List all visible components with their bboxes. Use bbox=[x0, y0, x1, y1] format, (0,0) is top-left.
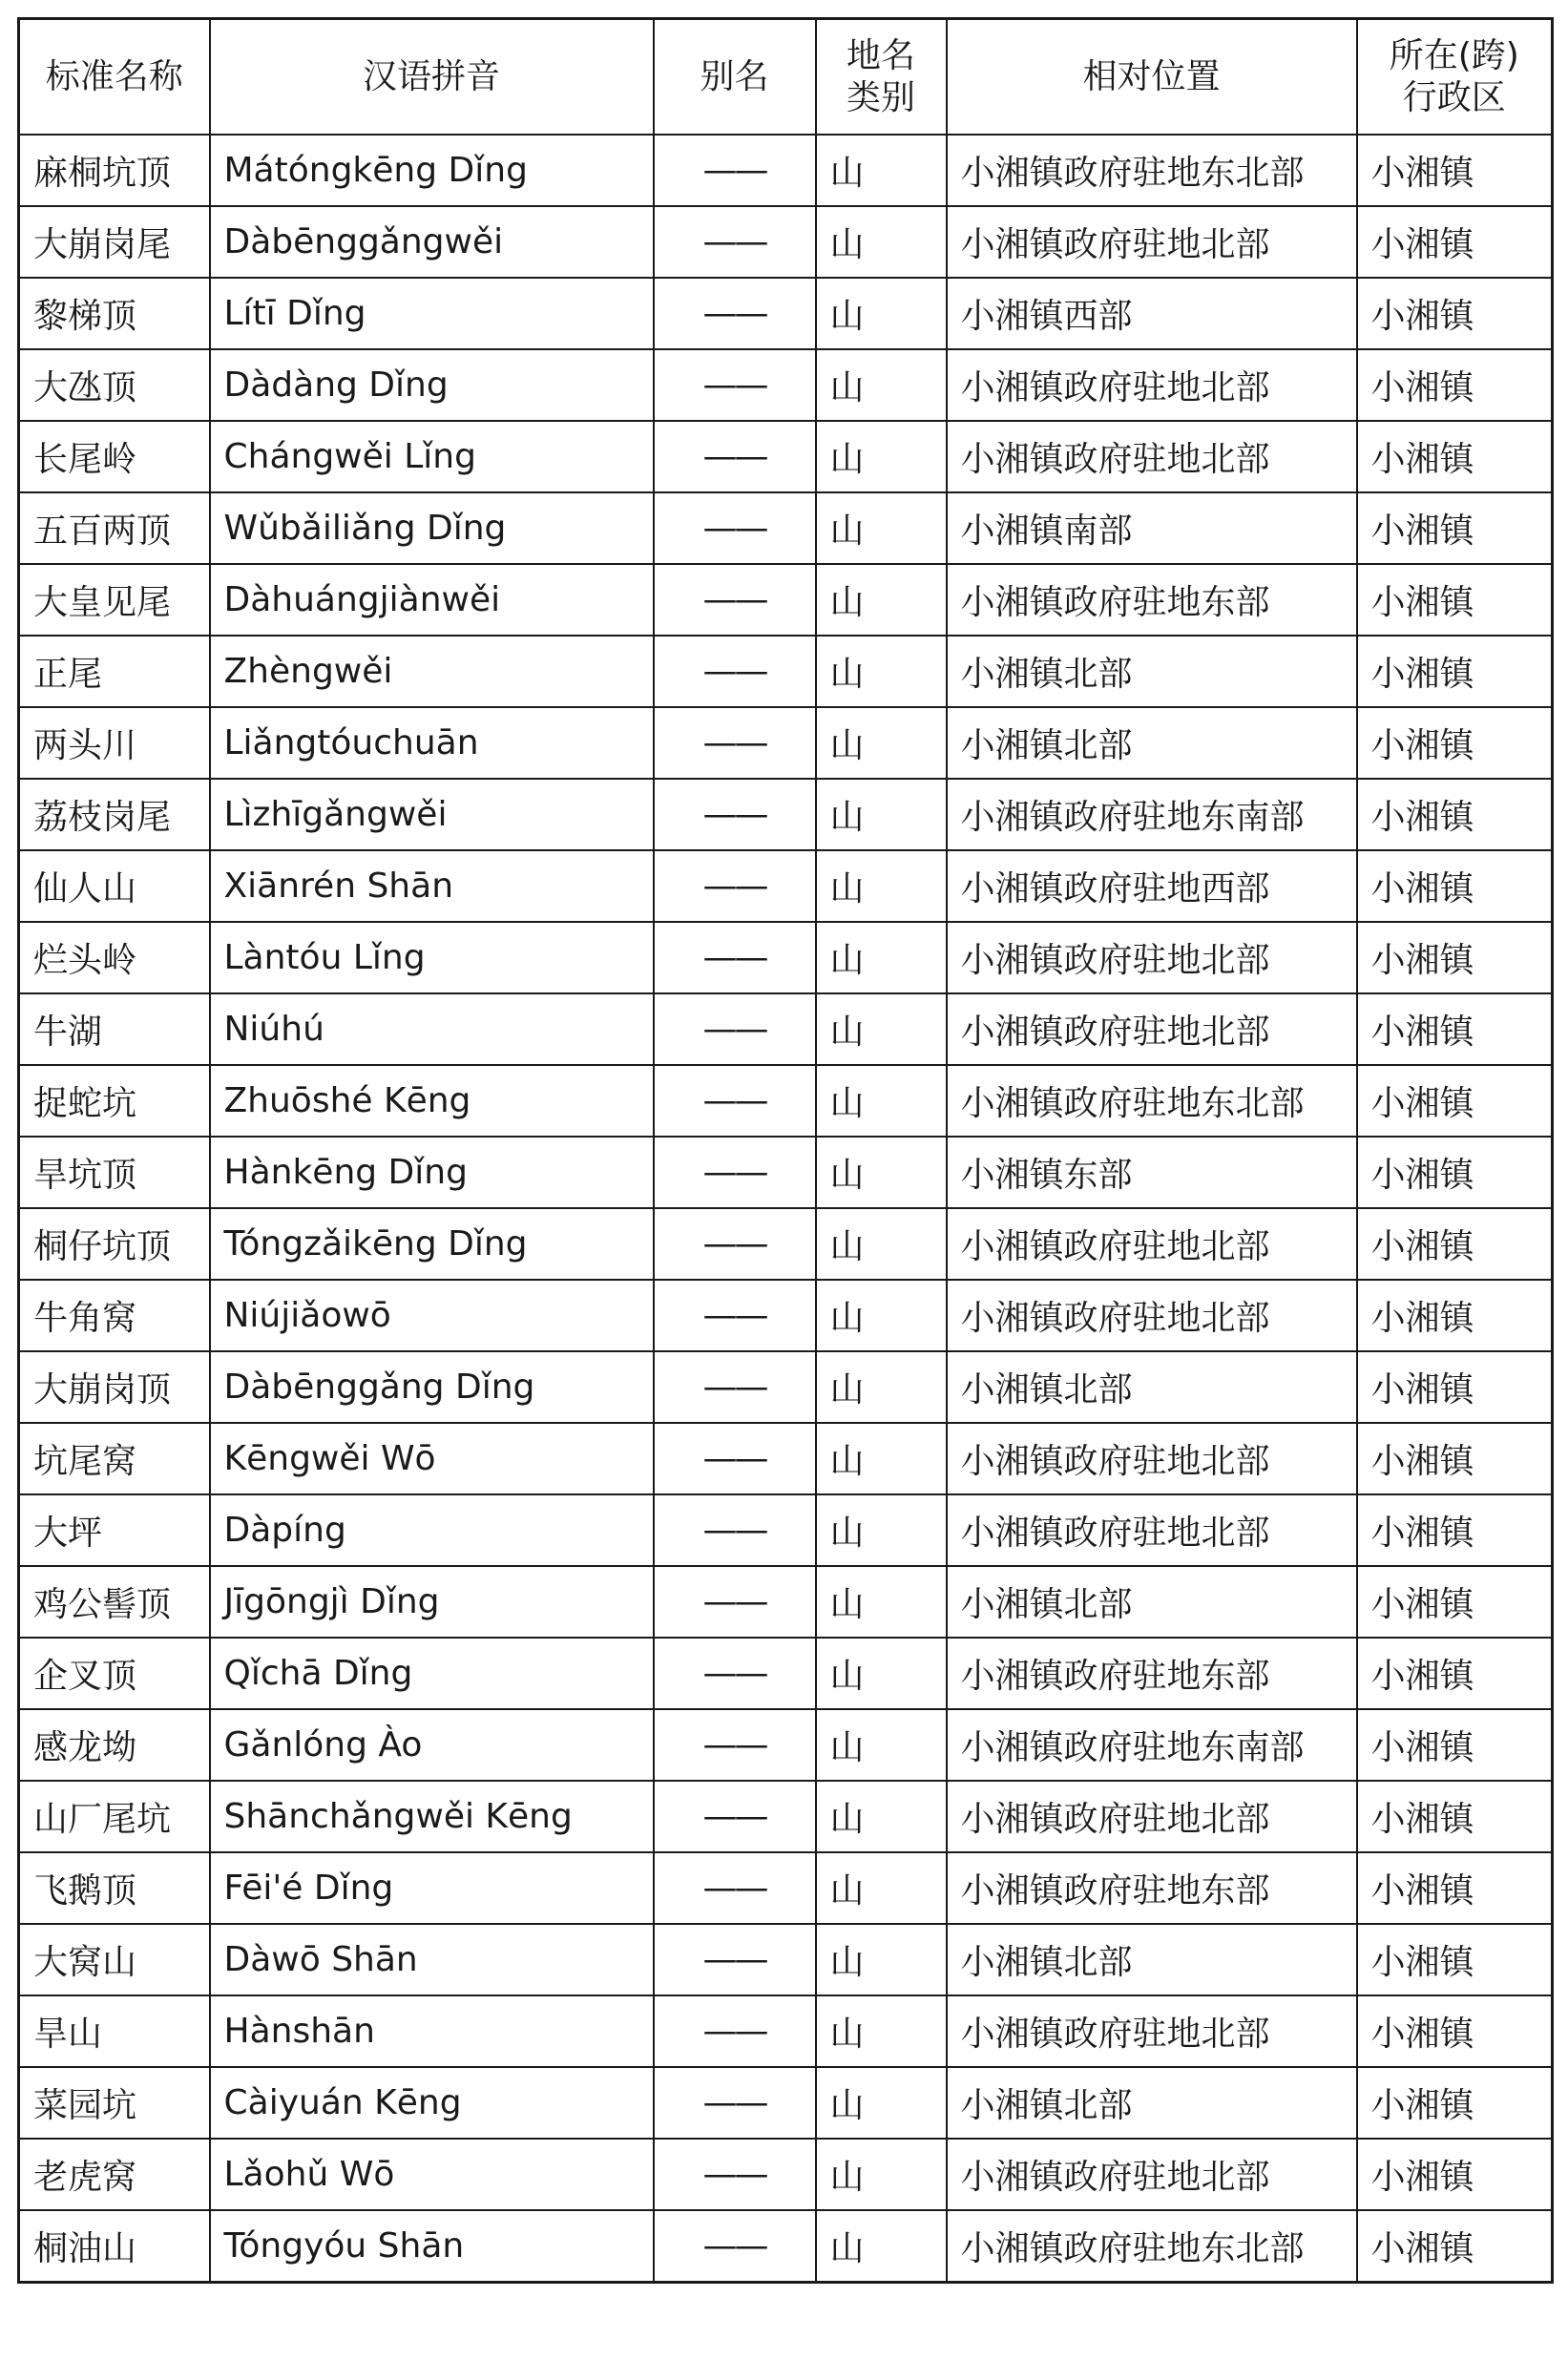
cell-relative-position: 小湘镇北部 bbox=[947, 1924, 1357, 1995]
cell-relative-position: 小湘镇北部 bbox=[947, 1566, 1357, 1638]
cell-pinyin: Qǐchā Dǐng bbox=[210, 1638, 654, 1709]
cell-admin-area: 小湘镇 bbox=[1357, 1208, 1553, 1280]
cell-alias: —— bbox=[654, 1852, 816, 1924]
cell-admin-area: 小湘镇 bbox=[1357, 850, 1553, 922]
cell-category: 山 bbox=[816, 1280, 947, 1351]
cell-relative-position: 小湘镇政府驻地东北部 bbox=[947, 2210, 1357, 2283]
cell-standard-name: 荔枝岗尾 bbox=[19, 779, 210, 850]
cell-category: 山 bbox=[816, 492, 947, 564]
cell-relative-position: 小湘镇政府驻地北部 bbox=[947, 1423, 1357, 1494]
cell-pinyin: Kēngwěi Wō bbox=[210, 1423, 654, 1494]
table-row bbox=[19, 278, 1553, 349]
cell-standard-name: 仙人山 bbox=[19, 850, 210, 922]
table-row bbox=[19, 1137, 1553, 1208]
cell-alias: —— bbox=[654, 922, 816, 993]
cell-category: 山 bbox=[816, 1781, 947, 1852]
cell-relative-position: 小湘镇政府驻地北部 bbox=[947, 993, 1357, 1065]
table-row bbox=[19, 1709, 1553, 1781]
cell-category: 山 bbox=[816, 1208, 947, 1280]
cell-category: 山 bbox=[816, 779, 947, 850]
cell-pinyin: Xiānrén Shān bbox=[210, 850, 654, 922]
cell-category: 山 bbox=[816, 421, 947, 492]
table-row bbox=[19, 779, 1553, 850]
cell-pinyin: Fēi'é Dǐng bbox=[210, 1852, 654, 1924]
cell-standard-name: 菜园坑 bbox=[19, 2067, 210, 2139]
cell-category: 山 bbox=[816, 707, 947, 779]
cell-category: 山 bbox=[816, 278, 947, 349]
table-row bbox=[19, 421, 1553, 492]
cell-pinyin: Zhèngwěi bbox=[210, 636, 654, 707]
cell-alias: —— bbox=[654, 779, 816, 850]
cell-standard-name: 烂头岭 bbox=[19, 922, 210, 993]
cell-alias: —— bbox=[654, 993, 816, 1065]
cell-alias: —— bbox=[654, 1924, 816, 1995]
cell-alias: —— bbox=[654, 1566, 816, 1638]
cell-category: 山 bbox=[816, 993, 947, 1065]
cell-alias: —— bbox=[654, 1494, 816, 1566]
cell-pinyin: Càiyuán Kēng bbox=[210, 2067, 654, 2139]
cell-category: 山 bbox=[816, 1924, 947, 1995]
cell-pinyin: Dàdàng Dǐng bbox=[210, 349, 654, 421]
cell-relative-position: 小湘镇政府驻地东北部 bbox=[947, 135, 1357, 206]
table-row bbox=[19, 1566, 1553, 1638]
cell-alias: —— bbox=[654, 1208, 816, 1280]
table-row bbox=[19, 2210, 1553, 2283]
table-row bbox=[19, 564, 1553, 636]
cell-relative-position: 小湘镇政府驻地北部 bbox=[947, 421, 1357, 492]
cell-category: 山 bbox=[816, 1709, 947, 1781]
cell-admin-area: 小湘镇 bbox=[1357, 349, 1553, 421]
cell-admin-area: 小湘镇 bbox=[1357, 278, 1553, 349]
cell-relative-position: 小湘镇政府驻地北部 bbox=[947, 349, 1357, 421]
cell-standard-name: 飞鹅顶 bbox=[19, 1852, 210, 1924]
cell-relative-position: 小湘镇北部 bbox=[947, 2067, 1357, 2139]
cell-standard-name: 坑尾窝 bbox=[19, 1423, 210, 1494]
cell-alias: —— bbox=[654, 564, 816, 636]
cell-alias: —— bbox=[654, 1280, 816, 1351]
cell-alias: —— bbox=[654, 1351, 816, 1423]
cell-relative-position: 小湘镇北部 bbox=[947, 707, 1357, 779]
header-admin-area bbox=[1357, 19, 1553, 136]
table-row bbox=[19, 1065, 1553, 1137]
cell-admin-area: 小湘镇 bbox=[1357, 564, 1553, 636]
cell-relative-position: 小湘镇政府驻地东北部 bbox=[947, 1065, 1357, 1137]
cell-category: 山 bbox=[816, 1137, 947, 1208]
cell-admin-area: 小湘镇 bbox=[1357, 636, 1553, 707]
cell-relative-position: 小湘镇政府驻地东南部 bbox=[947, 779, 1357, 850]
cell-admin-area: 小湘镇 bbox=[1357, 1065, 1553, 1137]
cell-admin-area: 小湘镇 bbox=[1357, 421, 1553, 492]
cell-pinyin: Hànkēng Dǐng bbox=[210, 1137, 654, 1208]
cell-relative-position: 小湘镇政府驻地东部 bbox=[947, 1852, 1357, 1924]
cell-category: 山 bbox=[816, 1995, 947, 2067]
header-pinyin: 汉语拼音 bbox=[210, 19, 654, 136]
cell-standard-name: 大皇见尾 bbox=[19, 564, 210, 636]
cell-relative-position: 小湘镇南部 bbox=[947, 492, 1357, 564]
cell-admin-area: 小湘镇 bbox=[1357, 1566, 1553, 1638]
cell-standard-name: 老虎窝 bbox=[19, 2139, 210, 2210]
cell-pinyin: Tóngzǎikēng Dǐng bbox=[210, 1208, 654, 1280]
cell-relative-position: 小湘镇政府驻地北部 bbox=[947, 2139, 1357, 2210]
place-name-table-page bbox=[17, 17, 1551, 2284]
table-row bbox=[19, 2067, 1553, 2139]
cell-standard-name: 桐油山 bbox=[19, 2210, 210, 2283]
cell-standard-name: 大窝山 bbox=[19, 1924, 210, 1995]
header-category-line2: 类别 bbox=[846, 77, 915, 117]
cell-pinyin: Jīgōngjì Dǐng bbox=[210, 1566, 654, 1638]
cell-alias: —— bbox=[654, 492, 816, 564]
cell-alias: —— bbox=[654, 421, 816, 492]
cell-category: 山 bbox=[816, 1423, 947, 1494]
cell-pinyin: Shānchǎngwěi Kēng bbox=[210, 1781, 654, 1852]
cell-pinyin: Lìzhīgǎngwěi bbox=[210, 779, 654, 850]
cell-standard-name: 牛湖 bbox=[19, 993, 210, 1065]
cell-alias: —— bbox=[654, 1638, 816, 1709]
cell-admin-area: 小湘镇 bbox=[1357, 1852, 1553, 1924]
table-row bbox=[19, 850, 1553, 922]
cell-standard-name: 大崩岗尾 bbox=[19, 206, 210, 278]
cell-relative-position: 小湘镇政府驻地东南部 bbox=[947, 1709, 1357, 1781]
cell-alias: —— bbox=[654, 2139, 816, 2210]
header-admin-line1: 所在(跨) bbox=[1389, 35, 1519, 75]
cell-admin-area: 小湘镇 bbox=[1357, 2210, 1553, 2283]
cell-pinyin: Wǔbǎiliǎng Dǐng bbox=[210, 492, 654, 564]
cell-relative-position: 小湘镇东部 bbox=[947, 1137, 1357, 1208]
place-name-table bbox=[17, 17, 1554, 2284]
table-row bbox=[19, 993, 1553, 1065]
cell-alias: —— bbox=[654, 2067, 816, 2139]
cell-alias: —— bbox=[654, 278, 816, 349]
cell-pinyin: Mátóngkēng Dǐng bbox=[210, 135, 654, 206]
cell-standard-name: 旱山 bbox=[19, 1995, 210, 2067]
cell-admin-area: 小湘镇 bbox=[1357, 707, 1553, 779]
cell-standard-name: 旱坑顶 bbox=[19, 1137, 210, 1208]
cell-alias: —— bbox=[654, 2210, 816, 2283]
cell-pinyin: Zhuōshé Kēng bbox=[210, 1065, 654, 1137]
cell-admin-area: 小湘镇 bbox=[1357, 1781, 1553, 1852]
cell-admin-area: 小湘镇 bbox=[1357, 779, 1553, 850]
table-row bbox=[19, 492, 1553, 564]
cell-pinyin: Liǎngtóuchuān bbox=[210, 707, 654, 779]
cell-pinyin: Niújiǎowō bbox=[210, 1280, 654, 1351]
cell-category: 山 bbox=[816, 2067, 947, 2139]
cell-pinyin: Dàbēnggǎng Dǐng bbox=[210, 1351, 654, 1423]
cell-standard-name: 大崩岗顶 bbox=[19, 1351, 210, 1423]
cell-pinyin: Tóngyóu Shān bbox=[210, 2210, 654, 2283]
cell-relative-position: 小湘镇政府驻地北部 bbox=[947, 1280, 1357, 1351]
cell-admin-area: 小湘镇 bbox=[1357, 1494, 1553, 1566]
table-row bbox=[19, 1280, 1553, 1351]
header-admin-line2: 行政区 bbox=[1402, 77, 1506, 117]
cell-relative-position: 小湘镇北部 bbox=[947, 1351, 1357, 1423]
cell-relative-position: 小湘镇西部 bbox=[947, 278, 1357, 349]
cell-standard-name: 感龙坳 bbox=[19, 1709, 210, 1781]
cell-standard-name: 黎梯顶 bbox=[19, 278, 210, 349]
cell-category: 山 bbox=[816, 564, 947, 636]
table-row bbox=[19, 1924, 1553, 1995]
cell-category: 山 bbox=[816, 1065, 947, 1137]
cell-category: 山 bbox=[816, 206, 947, 278]
cell-alias: —— bbox=[654, 135, 816, 206]
cell-standard-name: 大氹顶 bbox=[19, 349, 210, 421]
cell-standard-name: 山厂尾坑 bbox=[19, 1781, 210, 1852]
cell-admin-area: 小湘镇 bbox=[1357, 492, 1553, 564]
cell-admin-area: 小湘镇 bbox=[1357, 2067, 1553, 2139]
cell-alias: —— bbox=[654, 206, 816, 278]
cell-standard-name: 麻桐坑顶 bbox=[19, 135, 210, 206]
cell-admin-area: 小湘镇 bbox=[1357, 1638, 1553, 1709]
cell-admin-area: 小湘镇 bbox=[1357, 2139, 1553, 2210]
table-row bbox=[19, 349, 1553, 421]
cell-alias: —— bbox=[654, 349, 816, 421]
table-row bbox=[19, 1781, 1553, 1852]
cell-standard-name: 企叉顶 bbox=[19, 1638, 210, 1709]
cell-category: 山 bbox=[816, 2139, 947, 2210]
cell-category: 山 bbox=[816, 349, 947, 421]
cell-relative-position: 小湘镇政府驻地东部 bbox=[947, 1638, 1357, 1709]
cell-category: 山 bbox=[816, 922, 947, 993]
cell-alias: —— bbox=[654, 636, 816, 707]
cell-standard-name: 大坪 bbox=[19, 1494, 210, 1566]
table-header-row bbox=[19, 19, 1553, 136]
cell-pinyin: Niúhú bbox=[210, 993, 654, 1065]
cell-category: 山 bbox=[816, 135, 947, 206]
table-row bbox=[19, 1995, 1553, 2067]
cell-pinyin: Gǎnlóng Ào bbox=[210, 1709, 654, 1781]
cell-alias: —— bbox=[654, 707, 816, 779]
cell-pinyin: Chángwěi Lǐng bbox=[210, 421, 654, 492]
cell-admin-area: 小湘镇 bbox=[1357, 1924, 1553, 1995]
table-row bbox=[19, 135, 1553, 206]
cell-admin-area: 小湘镇 bbox=[1357, 206, 1553, 278]
header-category bbox=[816, 19, 947, 136]
cell-relative-position: 小湘镇政府驻地北部 bbox=[947, 1494, 1357, 1566]
cell-standard-name: 捉蛇坑 bbox=[19, 1065, 210, 1137]
cell-category: 山 bbox=[816, 1566, 947, 1638]
cell-pinyin: Làntóu Lǐng bbox=[210, 922, 654, 993]
cell-relative-position: 小湘镇政府驻地西部 bbox=[947, 850, 1357, 922]
cell-standard-name: 五百两顶 bbox=[19, 492, 210, 564]
cell-relative-position: 小湘镇政府驻地北部 bbox=[947, 206, 1357, 278]
table-row bbox=[19, 206, 1553, 278]
cell-category: 山 bbox=[816, 1852, 947, 1924]
cell-relative-position: 小湘镇政府驻地北部 bbox=[947, 1781, 1357, 1852]
cell-pinyin: Dàhuángjiànwěi bbox=[210, 564, 654, 636]
cell-standard-name: 两头川 bbox=[19, 707, 210, 779]
cell-alias: —— bbox=[654, 1995, 816, 2067]
table-row bbox=[19, 2139, 1553, 2210]
cell-admin-area: 小湘镇 bbox=[1357, 135, 1553, 206]
cell-alias: —— bbox=[654, 1137, 816, 1208]
cell-category: 山 bbox=[816, 2210, 947, 2283]
cell-admin-area: 小湘镇 bbox=[1357, 1995, 1553, 2067]
cell-standard-name: 桐仔坑顶 bbox=[19, 1208, 210, 1280]
header-standard-name: 标准名称 bbox=[19, 19, 210, 136]
cell-category: 山 bbox=[816, 1351, 947, 1423]
table-row bbox=[19, 707, 1553, 779]
cell-category: 山 bbox=[816, 850, 947, 922]
cell-admin-area: 小湘镇 bbox=[1357, 993, 1553, 1065]
cell-category: 山 bbox=[816, 1638, 947, 1709]
cell-relative-position: 小湘镇政府驻地北部 bbox=[947, 922, 1357, 993]
table-row bbox=[19, 1208, 1553, 1280]
header-category-line1: 地名 bbox=[846, 35, 915, 75]
cell-pinyin: Dàpíng bbox=[210, 1494, 654, 1566]
table-row bbox=[19, 922, 1553, 993]
cell-category: 山 bbox=[816, 636, 947, 707]
cell-alias: —— bbox=[654, 1781, 816, 1852]
cell-admin-area: 小湘镇 bbox=[1357, 1280, 1553, 1351]
cell-category: 山 bbox=[816, 1494, 947, 1566]
cell-pinyin: Hànshān bbox=[210, 1995, 654, 2067]
cell-alias: —— bbox=[654, 1065, 816, 1137]
cell-pinyin: Dàbēnggǎngwěi bbox=[210, 206, 654, 278]
cell-alias: —— bbox=[654, 1423, 816, 1494]
cell-admin-area: 小湘镇 bbox=[1357, 1351, 1553, 1423]
cell-pinyin: Lǎohǔ Wō bbox=[210, 2139, 654, 2210]
cell-admin-area: 小湘镇 bbox=[1357, 922, 1553, 993]
table-row bbox=[19, 1852, 1553, 1924]
cell-alias: —— bbox=[654, 1709, 816, 1781]
table-row bbox=[19, 1351, 1553, 1423]
cell-relative-position: 小湘镇北部 bbox=[947, 636, 1357, 707]
cell-admin-area: 小湘镇 bbox=[1357, 1137, 1553, 1208]
cell-standard-name: 牛角窝 bbox=[19, 1280, 210, 1351]
cell-relative-position: 小湘镇政府驻地北部 bbox=[947, 1208, 1357, 1280]
cell-standard-name: 长尾岭 bbox=[19, 421, 210, 492]
table-row bbox=[19, 1638, 1553, 1709]
cell-standard-name: 鸡公髻顶 bbox=[19, 1566, 210, 1638]
cell-relative-position: 小湘镇政府驻地东部 bbox=[947, 564, 1357, 636]
cell-pinyin: Dàwō Shān bbox=[210, 1924, 654, 1995]
table-body bbox=[19, 135, 1553, 2283]
table-row bbox=[19, 1494, 1553, 1566]
cell-alias: —— bbox=[654, 850, 816, 922]
cell-admin-area: 小湘镇 bbox=[1357, 1423, 1553, 1494]
table-row bbox=[19, 1423, 1553, 1494]
header-relative-position: 相对位置 bbox=[947, 19, 1357, 136]
header-alias: 别名 bbox=[654, 19, 816, 136]
cell-relative-position: 小湘镇政府驻地北部 bbox=[947, 1995, 1357, 2067]
cell-admin-area: 小湘镇 bbox=[1357, 1709, 1553, 1781]
cell-pinyin: Lítī Dǐng bbox=[210, 278, 654, 349]
table-row bbox=[19, 636, 1553, 707]
cell-standard-name: 正尾 bbox=[19, 636, 210, 707]
